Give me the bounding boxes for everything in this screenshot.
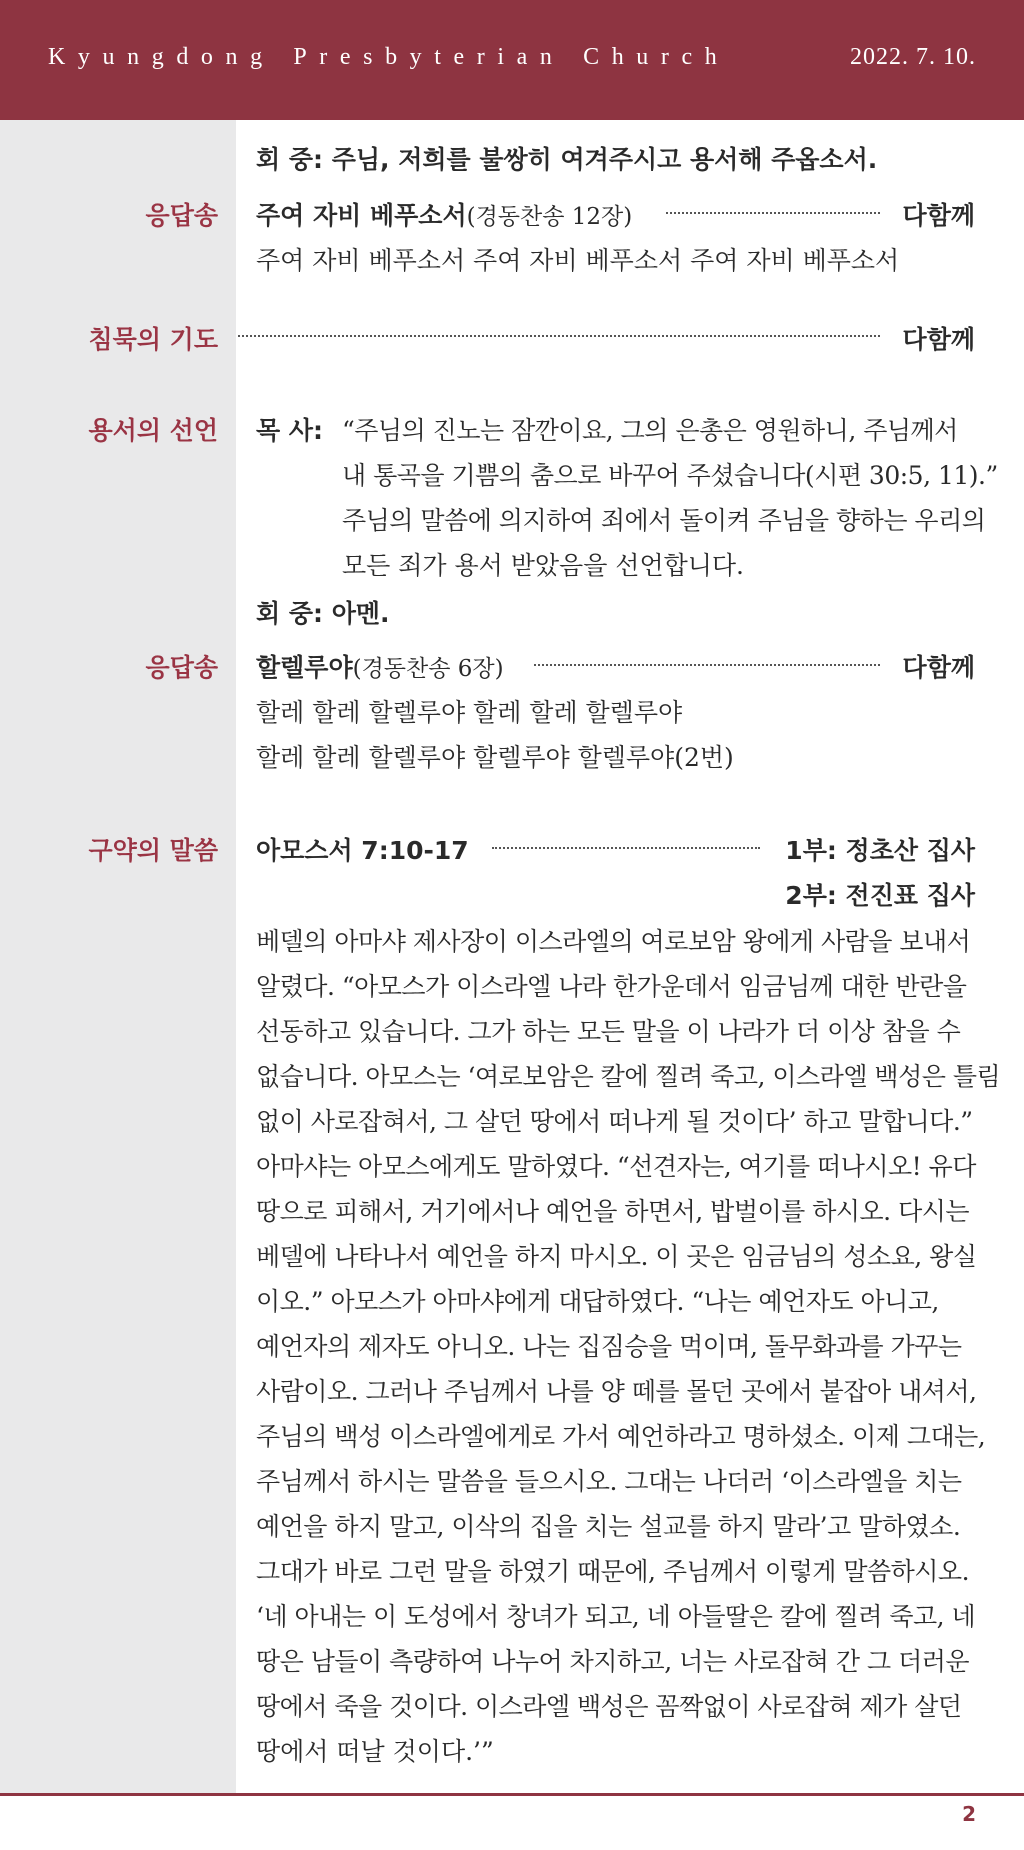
church-name: Kyungdong Presbyterian Church — [48, 44, 730, 70]
lyrics-line: 주여 자비 베푸소서 주여 자비 베푸소서 주여 자비 베푸소서 — [256, 246, 900, 275]
scripture-line: 없이 사로잡혀서, 그 살던 땅에서 떠나게 될 것이다’ 하고 말합니다.” — [256, 1107, 973, 1136]
scripture-line: 없습니다. 아모스는 ‘여로보암은 칼에 찔려 죽고, 이스라엘 백성은 틀림 — [256, 1062, 1001, 1091]
scripture-line: 베델에 나타나서 예언을 하지 마시오. 이 곳은 임금님의 성소요, 왕실 — [256, 1242, 977, 1271]
scripture-line: 땅에서 떠날 것이다.’” — [256, 1737, 494, 1766]
leader-dots — [238, 335, 880, 337]
scripture-reference: 아모스서 7:10-17 — [256, 836, 469, 865]
footer-rule — [0, 1793, 1024, 1796]
response-song-title-2 — [256, 648, 504, 684]
hymn-source: (경동찬송 6장) — [352, 656, 504, 682]
hymn-source: (경동찬송 12장) — [466, 204, 633, 230]
scripture-line: 예언자의 제자도 아니오. 나는 집짐승을 먹이며, 돌무화과를 가꾸는 — [256, 1332, 962, 1361]
response-song-performer-1: 다함께 — [902, 201, 975, 230]
silent-prayer-performer: 다함께 — [902, 325, 975, 354]
scripture-line: 선동하고 있습니다. 그가 하는 모든 말을 이 나라가 더 이상 참을 수 — [256, 1017, 961, 1046]
congregation-confession: 회 중: 주님, 저희를 불쌍히 여겨주시고 용서해 주옵소서. — [256, 145, 878, 174]
scripture-line: 예언을 하지 말고, 이삭의 집을 치는 설교를 하지 말라’고 말하였소. — [256, 1512, 961, 1541]
congregation-amen: 회 중: 아멘. — [256, 599, 390, 628]
leader-dots — [534, 664, 880, 666]
absolution-line: “주님의 진노는 잠깐이요, 그의 은총은 영원하니, 주님께서 — [342, 416, 958, 445]
scripture-line: ‘네 아내는 이 도성에서 창녀가 되고, 네 아들딸은 칼에 찔려 죽고, 네 — [256, 1602, 976, 1631]
scripture-line: 사람이오. 그러나 주님께서 나를 양 떼를 몰던 곳에서 붙잡아 내셔서, — [256, 1377, 977, 1406]
bulletin-date: 2022. 7. 10. — [850, 44, 976, 70]
reader-service-1: 1부: 정초산 집사 — [785, 836, 975, 865]
reader-service-2: 2부: 전진표 집사 — [785, 881, 975, 910]
scripture-line: 땅에서 죽을 것이다. 이스라엘 백성은 꼼짝없이 사로잡혀 제가 살던 — [256, 1692, 962, 1721]
scripture-line: 이오.” 아모스가 아마샤에게 대답하였다. “나는 예언자도 아니고, — [256, 1287, 939, 1316]
response-song-label-1: 응답송 — [145, 201, 218, 230]
response-song-performer-2: 다함께 — [902, 653, 975, 682]
response-song-title-1 — [256, 196, 632, 232]
scripture-line: 알렸다. “아모스가 이스라엘 나라 한가운데서 임금님께 대한 반란을 — [256, 972, 967, 1001]
scripture-line: 주님께서 하시는 말씀을 들으시오. 그대는 나더러 ‘이스라엘을 치는 — [256, 1467, 962, 1496]
scripture-line: 땅으로 피해서, 거기에서나 예언을 하면서, 밥벌이를 하시오. 다시는 — [256, 1197, 970, 1226]
scripture-line: 그대가 바로 그런 말을 하였기 때문에, 주님께서 이렇게 말씀하시오. — [256, 1557, 970, 1586]
scripture-line: 베델의 아마샤 제사장이 이스라엘의 여로보암 왕에게 사람을 보내서 — [256, 927, 971, 956]
lyrics-line: 할레 할레 할렐루야 할렐루야 할렐루야(2번) — [256, 743, 734, 772]
page-number: 2 — [962, 1802, 976, 1826]
absolution-speaker: 목 사: — [256, 416, 324, 445]
absolution-label: 용서의 선언 — [88, 416, 218, 445]
scripture-line: 땅은 남들이 측량하여 나누어 차지하고, 너는 사로잡혀 간 그 더러운 — [256, 1647, 970, 1676]
hymn-title: 주여 자비 베푸소서 — [256, 201, 467, 230]
response-song-label-2: 응답송 — [145, 653, 218, 682]
absolution-line: 내 통곡을 기쁨의 춤으로 바꾸어 주셨습니다(시편 30:5, 11).” — [342, 461, 998, 490]
hymn-title: 할렐루야 — [256, 653, 353, 682]
absolution-line: 모든 죄가 용서 받았음을 선언합니다. — [342, 551, 744, 580]
scripture-line: 아마샤는 아모스에게도 말하였다. “선견자는, 여기를 떠나시오! 유다 — [256, 1152, 976, 1181]
leader-dots — [666, 212, 880, 214]
old-testament-label: 구약의 말씀 — [88, 836, 218, 865]
label-column — [0, 120, 236, 1794]
lyrics-line: 할레 할레 할렐루야 할레 할레 할렐루야 — [256, 698, 683, 727]
scripture-line: 주님의 백성 이스라엘에게로 가서 예언하라고 명하셨소. 이제 그대는, — [256, 1422, 986, 1451]
header-bar — [0, 0, 1024, 120]
silent-prayer-label: 침묵의 기도 — [88, 325, 218, 354]
absolution-line: 주님의 말씀에 의지하여 죄에서 돌이켜 주님을 향하는 우리의 — [342, 506, 986, 535]
leader-dots — [492, 847, 760, 849]
